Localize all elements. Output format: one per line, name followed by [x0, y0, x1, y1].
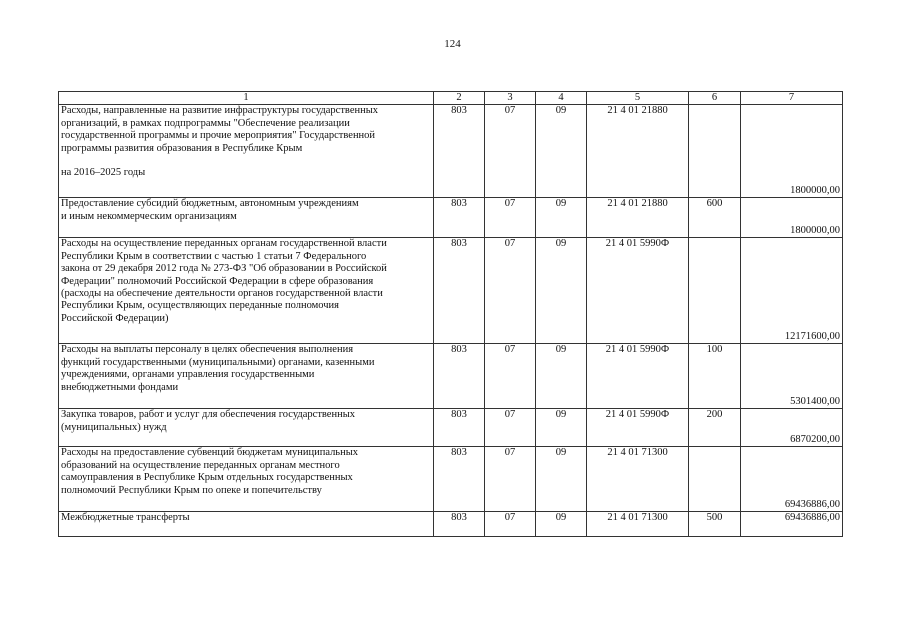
table-row: [59, 512, 843, 537]
amount-value: 1800000,00: [741, 105, 843, 198]
amount-value: 6870200,00: [741, 409, 843, 447]
row-description: Расходы на выплаты персоналу в целях обеспечения выполнения функций государственными (муниципальными) органами, казенными учреждениями, органами управления государственными внебюджетными фондами: [59, 344, 434, 409]
row-description: Расходы на осуществление переданных органам государственной власти Республики Крым в соответствии с частью 1 статьи 7 Федерального закона от 29 декабря 2012 года № 273-ФЗ "Об образовании в Российской Федерации" полномочий Российской Федерации в сфере образования (расходы на обеспечение деятельности органов государственной власти Республики Крым, осуществляющих переданные полномочия Российской Федерации): [59, 238, 434, 344]
table-row: [59, 344, 843, 409]
budget-table: [58, 91, 843, 537]
row-description: Предоставление субсидий бюджетным, автономным учреждениям и иным некоммерческим организациям: [59, 198, 434, 238]
table-row: [59, 238, 843, 344]
table-row: [59, 105, 843, 198]
subsection-code: 09: [536, 198, 587, 238]
expense-type-code: 200: [689, 409, 741, 447]
row-description: Закупка товаров, работ и услуг для обеспечения государственных (муниципальных) нужд: [59, 409, 434, 447]
section-code: 07: [485, 512, 536, 537]
amount-value: 1800000,00: [741, 198, 843, 238]
expense-type-code: 600: [689, 198, 741, 238]
subsection-code: 09: [536, 447, 587, 512]
section-code: 07: [485, 105, 536, 198]
row-description: Межбюджетные трансферты: [59, 512, 434, 537]
ministry-code: 803: [434, 198, 485, 238]
expense-type-code: [689, 238, 741, 344]
section-code: 07: [485, 409, 536, 447]
table-header-row: [59, 92, 843, 105]
page-number: 124: [444, 38, 461, 50]
subsection-code: 09: [536, 105, 587, 198]
ministry-code: 803: [434, 409, 485, 447]
section-code: 07: [485, 198, 536, 238]
target-article-code: 21 4 01 71300: [587, 512, 689, 537]
target-article-code: 21 4 01 5990Ф: [587, 409, 689, 447]
section-code: 07: [485, 238, 536, 344]
subsection-code: 09: [536, 512, 587, 537]
expense-type-code: 500: [689, 512, 741, 537]
row-description: Расходы, направленные на развитие инфраструктуры государственных организаций, в рамках подпрограммы "Обеспечение реализации государственной программы и прочие мероприятия" Государственной программы развития образования в Республике Крым на 2016–2025 годы: [59, 105, 434, 198]
target-article-code: 21 4 01 71300: [587, 447, 689, 512]
table-row: [59, 409, 843, 447]
column-header: 2: [434, 92, 485, 105]
target-article-code: 21 4 01 21880: [587, 198, 689, 238]
subsection-code: 09: [536, 409, 587, 447]
column-header: 3: [485, 92, 536, 105]
column-header: 5: [587, 92, 689, 105]
ministry-code: 803: [434, 512, 485, 537]
column-header: 1: [59, 92, 434, 105]
subsection-code: 09: [536, 238, 587, 344]
amount-value: 69436886,00: [741, 512, 843, 537]
target-article-code: 21 4 01 21880: [587, 105, 689, 198]
row-description: Расходы на предоставление субвенций бюджетам муниципальных образований на осуществление переданных органам местного самоуправления в Республике Крым отдельных государственных полномочий Республики Крым по опеке и попечительству: [59, 447, 434, 512]
column-header: 6: [689, 92, 741, 105]
ministry-code: 803: [434, 238, 485, 344]
target-article-code: 21 4 01 5990Ф: [587, 238, 689, 344]
table-row: [59, 198, 843, 238]
amount-value: 12171600,00: [741, 238, 843, 344]
ministry-code: 803: [434, 105, 485, 198]
expense-type-code: [689, 105, 741, 198]
ministry-code: 803: [434, 344, 485, 409]
section-code: 07: [485, 447, 536, 512]
expense-type-code: [689, 447, 741, 512]
subsection-code: 09: [536, 344, 587, 409]
column-header: 7: [741, 92, 843, 105]
target-article-code: 21 4 01 5990Ф: [587, 344, 689, 409]
ministry-code: 803: [434, 447, 485, 512]
expense-type-code: 100: [689, 344, 741, 409]
table-row: [59, 447, 843, 512]
column-header: 4: [536, 92, 587, 105]
amount-value: 5301400,00: [741, 344, 843, 409]
amount-value: 69436886,00: [741, 447, 843, 512]
section-code: 07: [485, 344, 536, 409]
